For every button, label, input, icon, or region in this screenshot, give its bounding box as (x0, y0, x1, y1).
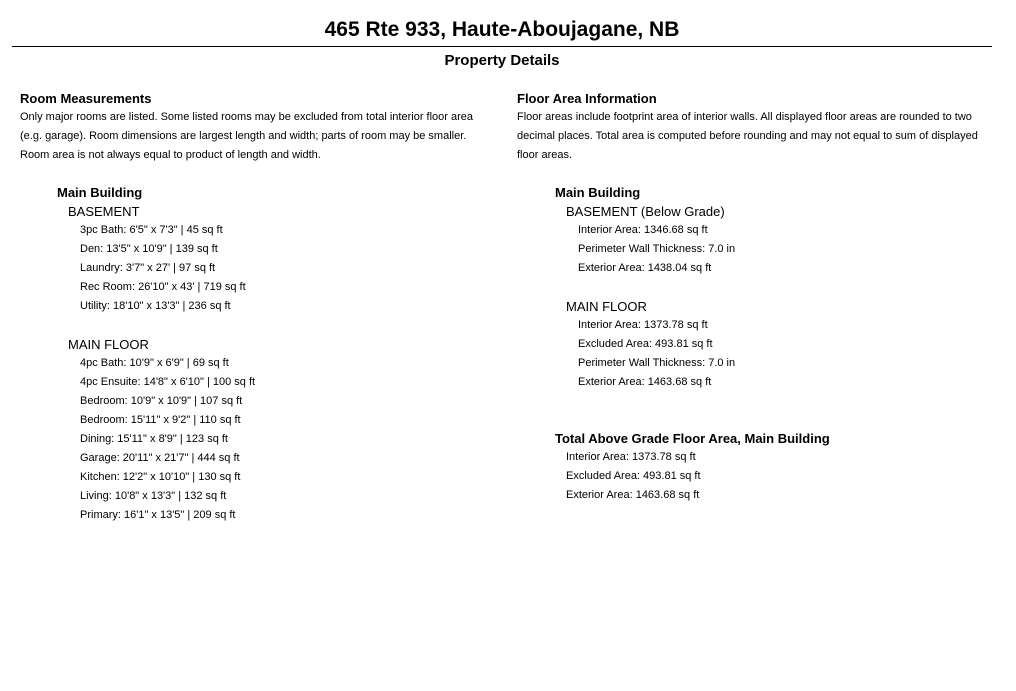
room-item: 4pc Ensuite: 14'8" x 6'10" | 100 sq ft (80, 376, 256, 388)
area-item: Perimeter Wall Thickness: 7.0 in (578, 357, 736, 369)
area-floor-title: BASEMENT (Below Grade) (566, 204, 725, 219)
room-floor-title: BASEMENT (68, 204, 140, 219)
room-item: 3pc Bath: 6'5" x 7'3" | 45 sq ft (80, 224, 223, 236)
area-item: Excluded Area: 493.81 sq ft (578, 338, 713, 350)
area-item: Exterior Area: 1463.68 sq ft (578, 376, 712, 388)
floor-area-section (517, 90, 1002, 165)
room-floor-main (68, 335, 487, 525)
area-building-title: Main Building (555, 185, 641, 200)
floor-area-heading: Floor Area Information (517, 91, 657, 106)
room-floor-basement (68, 202, 487, 316)
room-item: Kitchen: 12'2" x 10'10" | 130 sq ft (80, 471, 241, 483)
title-divider (12, 46, 992, 47)
room-item: Living: 10'8" x 13'3" | 132 sq ft (80, 490, 227, 502)
room-item: 4pc Bath: 10'9" x 6'9" | 69 sq ft (80, 357, 229, 369)
total-area-item: Excluded Area: 493.81 sq ft (566, 470, 701, 482)
area-building-block (555, 183, 995, 392)
total-area-heading: Total Above Grade Floor Area, Main Building (555, 431, 830, 446)
area-floor-main (566, 297, 995, 392)
room-measurements-description: Only major rooms are listed. Some listed rooms may be excluded from total interior floor area (e.g. garage). Room dimensions are largest length and width; parts of room may be smaller. Room area is not always equal to product of length and width. (20, 111, 474, 161)
room-item: Utility: 18'10" x 13'3" | 236 sq ft (80, 300, 231, 312)
room-item: Den: 13'5" x 10'9" | 139 sq ft (80, 243, 218, 255)
floor-area-description: Floor areas include footprint area of interior walls. All displayed floor areas are rounded to two decimal places. Total area is computed before rounding and may not equal to sum of displayed floor areas. (517, 111, 978, 161)
room-measurements-section (20, 90, 496, 165)
page-subtitle: Property Details (444, 52, 560, 69)
room-item: Laundry: 3'7" x 27' | 97 sq ft (80, 262, 216, 274)
area-item: Interior Area: 1346.68 sq ft (578, 224, 708, 236)
room-item: Bedroom: 15'11" x 9'2" | 110 sq ft (80, 414, 241, 426)
room-building-block (57, 183, 487, 525)
total-area-item: Interior Area: 1373.78 sq ft (566, 451, 696, 463)
area-item: Interior Area: 1373.78 sq ft (578, 319, 708, 331)
room-floor-title: MAIN FLOOR (68, 337, 149, 352)
page-title: 465 Rte 933, Haute-Aboujagane, NB (324, 18, 680, 41)
room-item: Dining: 15'11" x 8'9" | 123 sq ft (80, 433, 228, 445)
area-floor-title: MAIN FLOOR (566, 299, 647, 314)
room-item: Primary: 16'1" x 13'5" | 209 sq ft (80, 509, 236, 521)
room-item: Bedroom: 10'9" x 10'9" | 107 sq ft (80, 395, 243, 407)
room-item: Rec Room: 26'10" x 43' | 719 sq ft (80, 281, 246, 293)
room-measurements-heading: Room Measurements (20, 91, 152, 106)
area-floor-basement (566, 202, 995, 278)
area-item: Exterior Area: 1438.04 sq ft (578, 262, 712, 274)
area-item: Perimeter Wall Thickness: 7.0 in (578, 243, 736, 255)
total-area-block (555, 429, 995, 505)
room-building-title: Main Building (57, 185, 143, 200)
room-item: Garage: 20'11" x 21'7" | 444 sq ft (80, 452, 240, 464)
total-area-item: Exterior Area: 1463.68 sq ft (566, 489, 700, 501)
